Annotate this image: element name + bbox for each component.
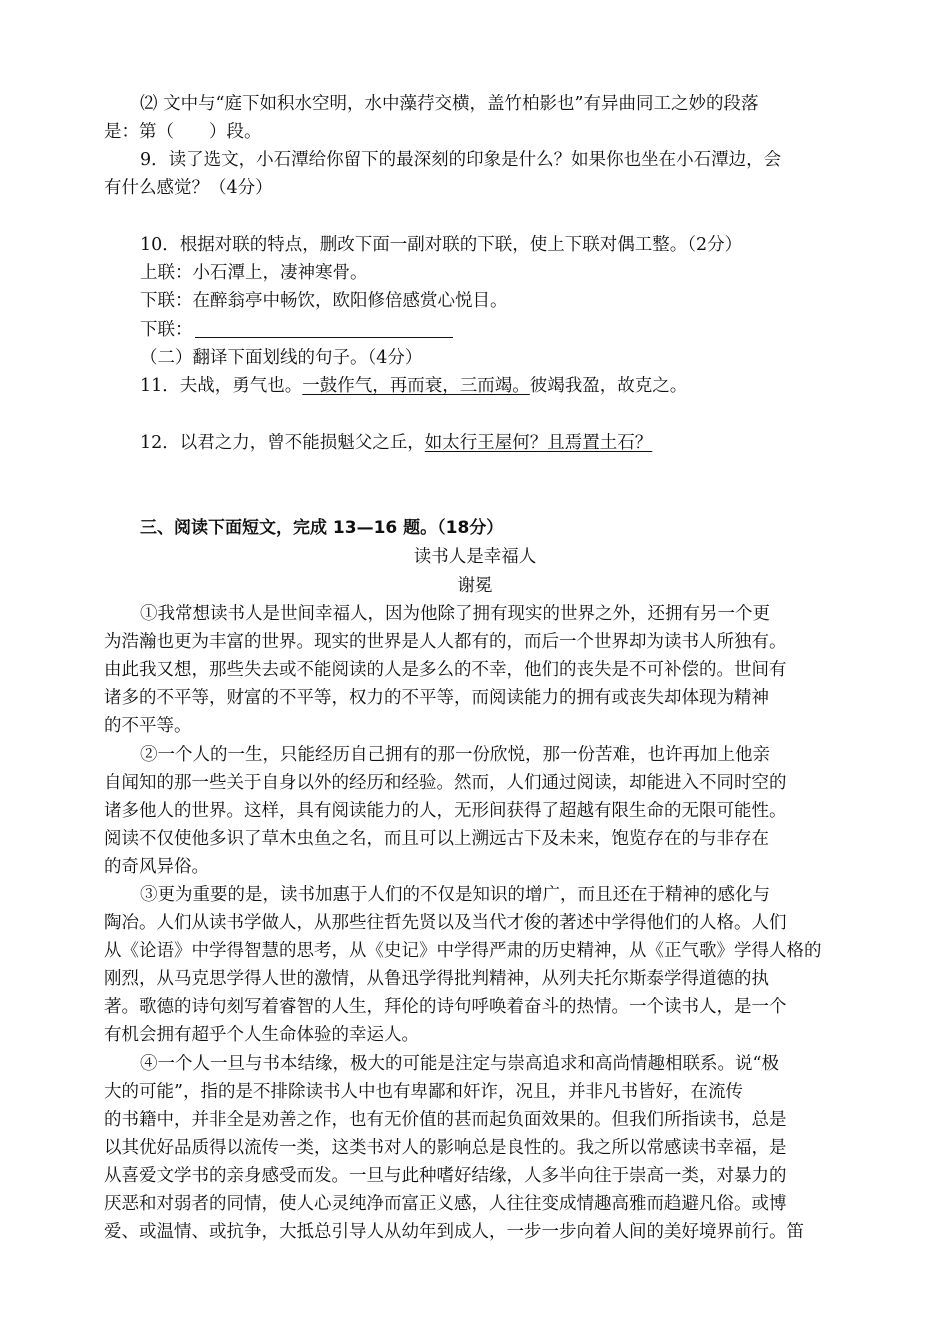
q8-2-line2: 是：第（ ）段。 [104, 122, 262, 142]
article-line: 自闻知的那一些关于自身以外的经历和经验。然而，人们通过阅读，却能进入不同时空的 [104, 773, 787, 793]
q10-answer-blank[interactable] [195, 319, 453, 338]
article-line: ②一个人的一生，只能经历自己拥有的那一份欣悦，那一份苦难，也许再加上他亲 [140, 745, 770, 765]
article-line: 诸多他人的世界。这样，具有阅读能力的人，无形间获得了超越有限生命的无限可能性。 [104, 801, 787, 821]
article-line: 有机会拥有超乎个人生命体验的幸运人。 [104, 1025, 419, 1045]
q9-line1: 9．读了选文，小石潭给你留下的最深刻的印象是什么？如果你也坐在小石潭边，会 [140, 150, 782, 170]
q10-lower-couplet: 下联：在醉翁亭中畅饮，欧阳修倍感赏心悦目。 [140, 291, 508, 311]
article-line: 阅读不仅使他多识了草木虫鱼之名，而且可以上溯远古下及未来，饱览存在的与非存在 [104, 829, 769, 849]
article-line: 诸多的不平等，财富的不平等，权力的不平等，而阅读能力的拥有或丧失却体现为精神 [104, 688, 769, 708]
article-line: 从《论语》中学得智慧的思考，从《史记》中学得严肃的历史精神，从《正气歌》学得人格的 [104, 941, 822, 961]
article-line: 厌恶和对弱者的同情，使人心灵纯净而富正义感，人往往变成情趣高雅而趋避凡俗。或博 [104, 1194, 787, 1214]
q11-before: 11．夫战，勇气也。 [140, 376, 303, 396]
q10-upper-couplet: 上联：小石潭上，凄神寒骨。 [140, 263, 368, 283]
article-line: 由此我又想，那些失去或不能阅读的人是多么的不幸，他们的丧失是不可补偿的。世间有 [104, 660, 787, 680]
q12-before: 12．以君之力，曾不能损魁父之丘， [140, 433, 425, 453]
article-author: 谢冕 [457, 576, 493, 596]
q10-answer-label: 下联： [140, 320, 193, 340]
article-line: 爱、或温情、或抗争，大抵总引导人从幼年到成人，一步一步向着人间的美好境界前行。笛 [104, 1222, 804, 1242]
article-line: 的奇风异俗。 [104, 857, 209, 877]
section3-heading: 三、阅读下面短文，完成 13—16 题。（18分） [140, 518, 504, 538]
article-line: 以其优好品质得以流传一类，这类书对人的影响总是良性的。我之所以常感读书幸福，是 [104, 1138, 787, 1158]
q11 [140, 374, 687, 398]
article-line: ④一个人一旦与书本结缘，极大的可能是注定与崇高追求和高尚情趣相联系。说“极 [140, 1054, 779, 1074]
q11-underlined-sentence: 一鼓作气，再而衰，三而竭。 [302, 376, 530, 396]
article-line: 的书籍中，并非全是劝善之作，也有无价值的甚而起负面效果的。但我们所指读书，总是 [104, 1110, 787, 1130]
article-line: 著。歌德的诗句刻写着睿智的人生，拜伦的诗句呼唤着奋斗的热情。一个读书人，是一个 [104, 997, 787, 1017]
article-line: ①我常想读书人是世间幸福人，因为他除了拥有现实的世界之外，还拥有另一个更 [140, 604, 770, 624]
q12-underlined-sentence: 如太行王屋何？且焉置土石？ [424, 433, 653, 453]
article-title: 读书人是幸福人 [413, 547, 537, 567]
q11-after: 彼竭我盈，故克之。 [529, 376, 688, 396]
article-line: 大的可能”，指的是不排除读书人中也有卑鄙和奸诈，况且，并非凡书皆好，在流传 [104, 1082, 743, 1102]
section2-title: （二）翻译下面划线的句子。（4分） [140, 348, 423, 368]
q12 [140, 431, 652, 455]
q9-line2: 有什么感觉？（4分） [104, 178, 273, 198]
article-line: 为浩瀚也更为丰富的世界。现实的世界是人人都有的，而后一个世界却为读书人所独有。 [104, 632, 787, 652]
article-line: ③更为重要的是，读书加惠于人们的不仅是知识的增广，而且还在于精神的感化与 [140, 885, 770, 905]
article-line: 刚烈，从马克思学得人世的激情，从鲁迅学得批判精神，从列夫托尔斯泰学得道德的执 [104, 969, 769, 989]
q10-prompt: 10．根据对联的特点，删改下面一副对联的下联，使上下联对偶工整。（2分） [140, 235, 743, 255]
article-line: 陶冶。人们从读书学做人，从那些往哲先贤以及当代才俊的著述中学得他们的人格。人们 [104, 913, 787, 933]
article-line: 的不平等。 [104, 716, 192, 736]
q8-2-line1: ⑵ 文中与“庭下如积水空明，水中藻荇交横，盖竹柏影也”有异曲同工之妙的段落 [140, 94, 759, 114]
q10-answer-row [140, 318, 453, 342]
article-line: 从喜爱文学书的亲身感受而发。一旦与此种嗜好结缘，人多半向往于崇高一类，对暴力的 [104, 1166, 787, 1186]
